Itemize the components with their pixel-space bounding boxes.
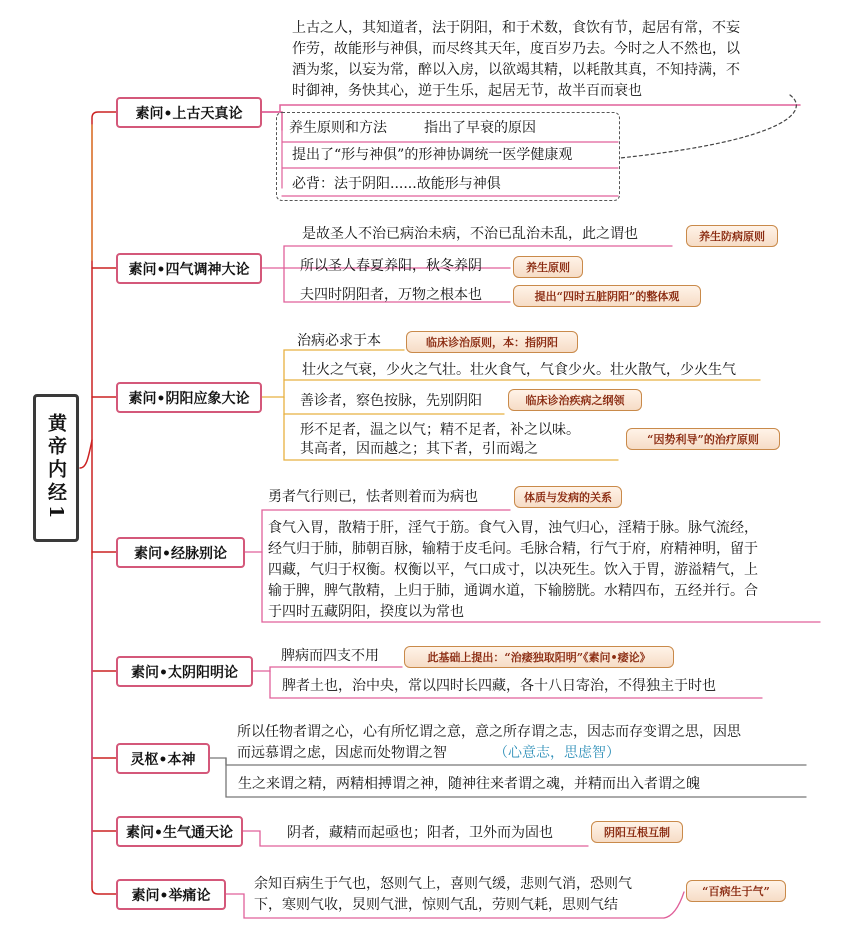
node-label: 素问•生气通天论 xyxy=(126,824,233,841)
node-label: 素问•阴阳应象大论 xyxy=(128,390,250,407)
s5-badge: 此基础上提出：“治痿独取阳明”《素问•痿论》 xyxy=(404,646,674,668)
node-label: 素问•太阴阳明论 xyxy=(131,664,238,681)
s2-item-text: 夫四时阴阳者，万物之根本也 xyxy=(300,287,482,303)
s3-item-text: 壮火之气衰，少火之气壮。壮火食气，气食少火。壮火散气，少火生气 xyxy=(302,362,736,378)
s1-passage-line: 作劳，故能形与神俱，而尽终其天年，度百岁乃去。今时之人不然也，以 xyxy=(292,41,740,57)
s6-passage-line: 而远慕谓之虑，因虑而处物谓之智 xyxy=(237,745,447,761)
node-shengqi-tongtian[interactable] xyxy=(116,816,243,847)
s3-item-text-2: 其高者，因而越之；其下者，引而竭之 xyxy=(300,441,538,457)
s2-badge: 提出“四时五脏阴阳”的整体观 xyxy=(513,285,701,307)
s7-item-text: 阴者，藏精而起亟也；阳者，卫外而为固也 xyxy=(287,825,553,841)
s3-badge: 临床诊治疾病之纲领 xyxy=(508,389,642,411)
node-jutong[interactable] xyxy=(116,879,226,910)
s2-badge: 养生原则 xyxy=(513,256,583,278)
s2-item-text: 所以圣人春夏养阳，秋冬养阴 xyxy=(300,258,482,274)
s1-passage-line: 时御神，务快其心，逆于生乐，起居无节，故半百而衰也 xyxy=(292,83,642,99)
s3-item-text: 善诊者，察色按脉，先别阴阳 xyxy=(300,393,482,409)
s3-badge: “因势利导”的治疗原则 xyxy=(626,428,780,450)
node-label: 素问•上古天真论 xyxy=(135,105,243,122)
node-jingmai-bie[interactable] xyxy=(116,537,245,568)
node-lingshu-benshen[interactable] xyxy=(116,743,210,774)
s4-passage-line: 四藏，气归于权衡。权衡以平，气口成寸，以决死生。饮入于胃，游溢精气，上 xyxy=(268,562,758,578)
s1-note-c: 提出了“形与神俱”的形神协调统一医学健康观 xyxy=(292,147,573,163)
s4-passage-line: 经气归于肺，肺朝百脉，输精于皮毛问。毛脉合精，行气于府，府精神明，留于 xyxy=(268,541,758,557)
s4-badge: 体质与发病的关系 xyxy=(514,486,622,508)
s7-badge: 阴阳互根互制 xyxy=(591,821,683,843)
s1-note-b: 指出了早衰的原因 xyxy=(424,120,536,136)
s6-note: （心意志，思虑智） xyxy=(494,745,620,761)
s3-item-text: 形不足者，温之以气；精不足者，补之以味。 xyxy=(300,422,580,438)
s3-badge: 临床诊治原则，本：指阴阳 xyxy=(406,331,578,353)
root-node xyxy=(33,394,79,542)
s2-badge: 养生防病原则 xyxy=(686,225,778,247)
s1-note-a: 养生原则和方法 xyxy=(289,120,387,136)
s5-item-text: 脾者土也，治中央，常以四时长四藏，各十八日寄治，不得独主于时也 xyxy=(282,678,716,694)
node-label: 素问•经脉别论 xyxy=(134,545,227,562)
node-label: 素问•举痛论 xyxy=(131,887,211,904)
s8-line: 余知百病生于气也，怒则气上，喜则气缓，悲则气消，恐则气 xyxy=(254,876,632,892)
s4-item-text: 勇者气行则已，怯者则着而为病也 xyxy=(268,489,478,505)
node-label: 灵枢•本神 xyxy=(130,751,196,768)
s1-passage-line: 酒为浆，以妄为常，醉以入房，以欲竭其精，以耗散其真，不知持满，不 xyxy=(292,62,740,78)
s6-passage-line: 所以任物者谓之心，心有所忆谓之意，意之所存谓之志，因志而存变谓之思，因思 xyxy=(237,724,741,740)
root-title: 黄帝内经1 xyxy=(45,413,67,523)
s2-item-text: 是故圣人不治已病治未病，不治已乱治未乱，此之谓也 xyxy=(302,226,638,242)
node-siqi-tiaoshen[interactable] xyxy=(116,253,262,284)
s4-passage-line: 食气入胃，散精于肝，淫气于筋。食气入胃，浊气归心，淫精于脉。脉气流经， xyxy=(268,520,758,536)
node-taiyin-yangming[interactable] xyxy=(116,656,253,687)
s5-item-text: 脾病而四支不用 xyxy=(281,648,379,664)
node-label: 素问•四气调神大论 xyxy=(128,261,250,278)
s6-item-text: 生之来谓之精，两精相搏谓之神，随神往来者谓之魂，并精而出入者谓之魄 xyxy=(238,776,700,792)
s3-item-text: 治病必求于本 xyxy=(297,333,381,349)
node-shanggu-tianzhen[interactable] xyxy=(116,97,262,128)
s8-line: 下，寒则气收，炅则气泄，惊则气乱，劳则气耗，思则气结 xyxy=(254,897,618,913)
s8-badge: “百病生于气” xyxy=(686,880,786,902)
s1-note-d: 必背：法于阴阳......故能形与神俱 xyxy=(292,176,501,192)
s1-passage-line: 上古之人，其知道者，法于阴阳，和于术数，食饮有节，起居有常，不妄 xyxy=(292,20,740,36)
s4-passage-line: 输于脾，脾气散精，上归于肺，通调水道，下输膀胱。水精四布，五经并行。合 xyxy=(268,583,758,599)
node-yinyang-yingxiang[interactable] xyxy=(116,382,262,413)
s4-passage-line: 于四时五藏阴阳，揆度以为常也 xyxy=(268,604,464,620)
